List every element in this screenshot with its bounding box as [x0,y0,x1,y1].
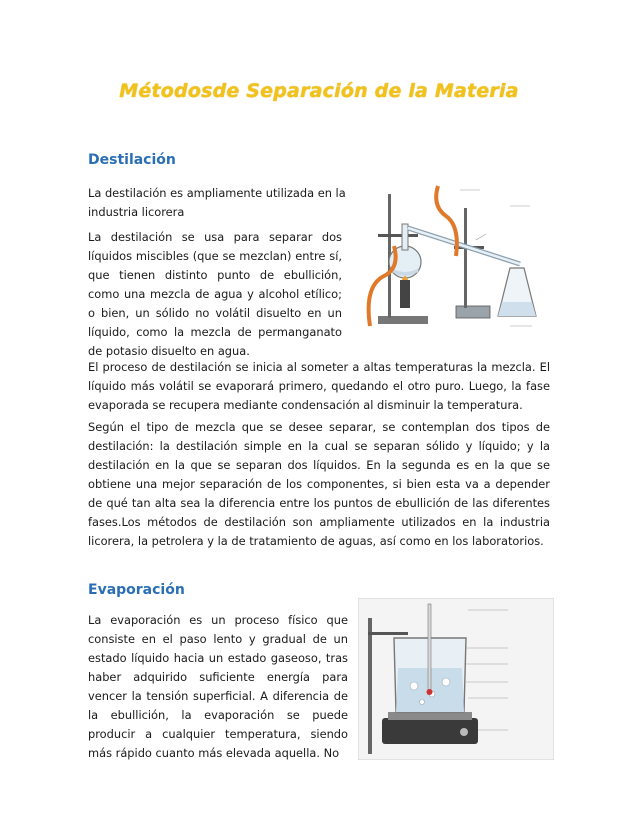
distillation-illustration [360,176,560,344]
paragraph-intro-destilacion: La destilación es ampliamente utilizada en la industria licorera [88,186,346,219]
paragraph-destilacion-types: Según el tipo de mezcla que se desee separar, se contemplan dos tipos de destilación: la destilación simple en la cual se separan sólido y líquido; y la destilación en la que se separan dos líquidos. En la segunda es en la que se obtiene una mejor separación de los componentes, si bien esta va a depender de qué tan alta sea la diferencia entre los puntos de ebullición de las diferentes fases.Los métodos de destilación son ampliamente utilizados en la industria licorera, la petrolera y la de tratamiento de aguas, así como en los laboratorios. [88,420,550,548]
evaporation-apparatus-image [358,598,554,760]
paragraph-destilacion-process: El proceso de destilación se inicia al someter a altas temperaturas la mezcla. El líquido más volátil se evaporará primero, quedando el otro puro. Luego, la fase evaporada se recupera mediante condensación al disminuir la temperatura. [88,360,550,412]
page-title: Métodosde Separación de la Materia [119,80,519,102]
evaporation-illustration [358,598,554,760]
paragraph-evaporacion-definition: La evaporación es un proceso físico que consiste en el paso lento y gradual de un estado líquido hacia un estado gaseoso, tras haber adquirido suficiente energía para vencer la tensión superficial. A diferencia de la ebullición, la evaporación se puede producir a cualquier temperatura, siendo más rápido cuanto más elevada aquella. No [88,613,348,760]
distillation-apparatus-image [360,176,560,344]
section-heading-destilacion: Destilación [88,152,176,168]
section-heading-evaporacion: Evaporación [88,582,185,598]
paragraph-destilacion-definition: La destilación se usa para separar dos líquidos miscibles (que se mezclan) entre sí, que tienen distinto punto de ebullición, como una mezcla de agua y alcohol etílico; o bien, un sólido no volátil disuelto en un líquido, como la mezcla de permanganato de potasio disuelto en agua. [88,230,342,358]
